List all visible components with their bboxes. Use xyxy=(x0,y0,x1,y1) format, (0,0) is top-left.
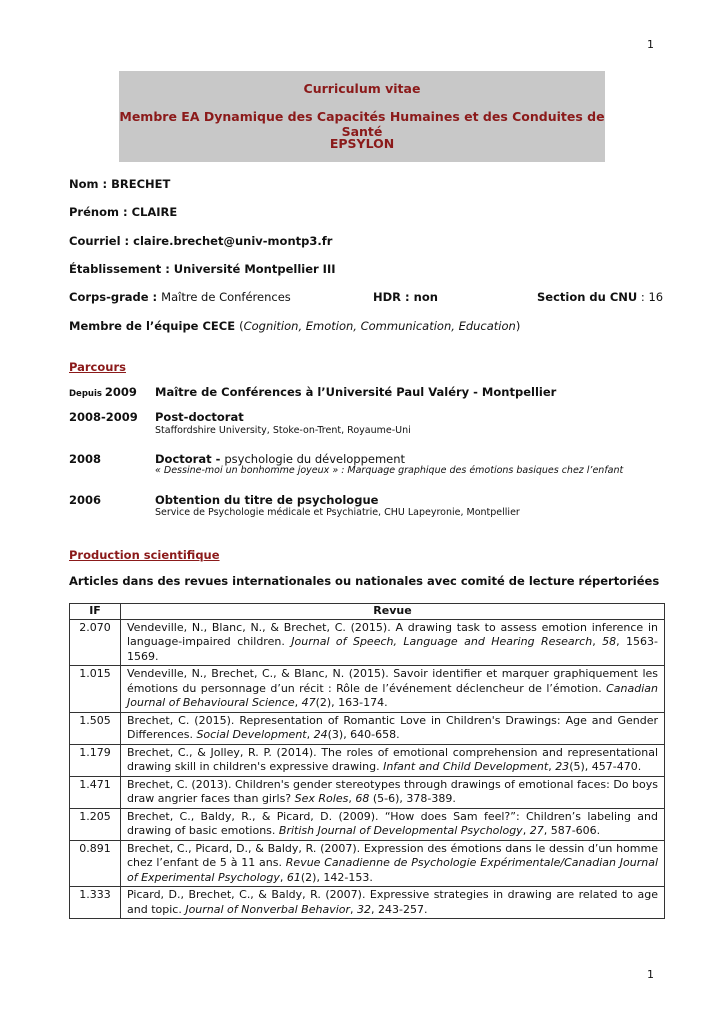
parcours-sub-3: « Dessine-moi un bonhomme joyeux » : Marquage graphique des émotions basiques chez l’enfant xyxy=(155,465,624,476)
prenom-label: Prénom : xyxy=(69,205,132,219)
etablissement-label: Établissement : xyxy=(69,262,174,276)
cv-header-box xyxy=(119,71,605,162)
article-authors-title: Brechet, C., Baldy, R., & Picard, D. (2009). “How does Sam feel?”: Children’s labeling and drawing of basic emotions. xyxy=(127,809,658,837)
article-volume: 24 xyxy=(313,728,328,741)
cnu-value: : 16 xyxy=(637,290,664,304)
table-row xyxy=(70,744,665,776)
table-row xyxy=(70,776,665,808)
article-pages: , 587-606. xyxy=(543,824,601,837)
impact-factor: 1.205 xyxy=(70,808,121,840)
parcours-date-1 xyxy=(69,385,137,399)
table-row xyxy=(70,619,665,666)
table-row xyxy=(70,712,665,744)
article-separator: , xyxy=(348,792,356,805)
parcours-date-3: 2008 xyxy=(69,452,102,466)
article-volume: 58 xyxy=(602,635,617,648)
parcours-title-3-bold: Doctorat - xyxy=(155,452,225,466)
parcours-title-2: Post-doctorat xyxy=(155,410,244,424)
article-reference xyxy=(121,887,665,919)
article-authors-title: Brechet, C. (2015). Representation of Romantic Love in Children's Drawings: Age and Gender Differences. xyxy=(127,713,658,741)
nom-label: Nom : xyxy=(69,177,112,191)
equipe-paren-open: ( xyxy=(239,319,244,333)
article-separator: , xyxy=(592,635,603,648)
parcours-title-4: Obtention du titre de psychologue xyxy=(155,493,379,507)
impact-factor: 1.015 xyxy=(70,666,121,713)
parcours-depuis: Depuis xyxy=(69,389,105,399)
parcours-date-2: 2008-2009 xyxy=(69,410,138,424)
page-number-top: 1 xyxy=(647,38,654,51)
article-authors-title: Brechet, C., & Jolley, R. P. (2014). The roles of emotional comprehension and representational drawing skill in children's expressive drawing. xyxy=(127,745,658,773)
article-journal: Infant and Child Development xyxy=(383,760,549,773)
nom-field xyxy=(69,177,170,191)
impact-factor: 1.333 xyxy=(70,887,121,919)
parcours-date-4: 2006 xyxy=(69,493,102,507)
if-column-header: IF xyxy=(70,604,121,620)
cnu-field xyxy=(537,290,663,304)
impact-factor: 2.070 xyxy=(70,619,121,666)
courriel-value[interactable]: claire.brechet@univ-montp3.fr xyxy=(133,234,333,248)
impact-factor: 1.179 xyxy=(70,744,121,776)
parcours-title-3-rest: psychologie du développement xyxy=(224,452,406,466)
impact-factor: 1.471 xyxy=(70,776,121,808)
parcours-sub-4: Service de Psychologie médicale et Psychiatrie, CHU Lapeyronie, Montpellier xyxy=(155,507,520,518)
hdr-field xyxy=(373,290,438,304)
courriel-label: Courriel : xyxy=(69,234,134,248)
nom-value: BRECHET xyxy=(111,177,171,191)
article-volume: 68 xyxy=(355,792,370,805)
article-pages: (5), 457-470. xyxy=(569,760,642,773)
article-volume: 32 xyxy=(357,902,372,916)
article-separator: , xyxy=(548,760,556,773)
article-pages: (3), 640-658. xyxy=(327,728,400,741)
etablissement-field xyxy=(69,262,336,276)
cv-lab-line: Membre EA Dynamique des Capacités Humaines et des Conduites de Santé xyxy=(119,109,605,139)
table-row xyxy=(70,808,665,840)
prenom-field xyxy=(69,205,177,219)
article-journal: Journal of Speech, Language and Hearing Research xyxy=(291,635,593,648)
article-volume: 23 xyxy=(555,760,570,773)
article-volume: 27 xyxy=(529,824,544,837)
article-reference xyxy=(121,840,665,887)
table-row xyxy=(70,666,665,713)
article-journal: Revue Canadienne de Psychologie Expérimentale/Canadian Journal of Experimental Psychology xyxy=(127,856,658,884)
parcours-heading: Parcours xyxy=(69,360,126,374)
article-journal: Canadian Journal of Behavioural Science xyxy=(127,681,658,709)
parcours-title-3 xyxy=(155,452,405,466)
article-reference xyxy=(121,666,665,713)
article-volume: 47 xyxy=(301,696,316,709)
article-separator: , xyxy=(306,728,314,741)
article-journal: Journal of Nonverbal Behavior xyxy=(185,902,351,916)
equipe-field xyxy=(69,319,520,333)
parcours-title-1: Maître de Conférences à l’Université Paul Valéry - Montpellier xyxy=(155,385,557,399)
prenom-value: CLAIRE xyxy=(131,205,178,219)
articles-heading: Articles dans des revues internationales ou nationales avec comité de lecture répertoriées xyxy=(69,574,660,588)
article-authors-title: Brechet, C. (2013). Children's gender stereotypes through drawings of emotional faces: Do boys draw angrier faces than girls? xyxy=(127,777,658,805)
article-journal: British Journal of Developmental Psychology xyxy=(278,824,523,837)
article-reference xyxy=(121,619,665,666)
article-authors-title: Vendeville, N., Blanc, N., & Brechet, C. (2015). A drawing task to assess emotion inference in language-impaired children. xyxy=(127,620,658,648)
article-journal: Sex Roles xyxy=(294,792,349,805)
equipe-label: Membre de l’équipe CECE xyxy=(69,319,240,333)
article-separator: , xyxy=(279,870,287,884)
corps-grade-field xyxy=(69,290,291,304)
equipe-paren-close: ) xyxy=(515,319,521,333)
corps-grade-label: Corps-grade : xyxy=(69,290,162,304)
article-pages: (2), 163-174. xyxy=(315,696,388,709)
article-reference xyxy=(121,776,665,808)
articles-table xyxy=(69,603,665,919)
parcours-sub-2: Staffordshire University, Stoke-on-Trent, Royaume-Uni xyxy=(155,425,411,436)
article-authors-title: Picard, D., Brechet, C., & Baldy, R. (2007). Expressive strategies in drawing are related to age and topic. xyxy=(127,888,658,916)
article-authors-title: Brechet, C., Picard, D., & Baldy, R. (2007). Expression des émotions dans le dessin d’un homme chez l’enfant de 5 à 11 ans. xyxy=(127,841,658,869)
revue-column-header: Revue xyxy=(121,604,665,620)
article-separator: , xyxy=(522,824,530,837)
equipe-value: Cognition, Emotion, Communication, Education xyxy=(243,319,516,333)
article-reference xyxy=(121,808,665,840)
article-reference xyxy=(121,712,665,744)
article-pages: , 243-257. xyxy=(371,902,428,916)
impact-factor: 0.891 xyxy=(70,840,121,887)
cv-title: Curriculum vitae xyxy=(303,81,421,96)
corps-grade-value: Maître de Conférences xyxy=(161,290,291,304)
article-pages: , 1563-1569. xyxy=(127,635,659,663)
page-number-bottom: 1 xyxy=(647,968,654,981)
article-authors-title: Vendeville, N., Brechet, C., & Blanc, N. (2015). Savoir identifier et marquer graphiquement les émotions du personnage d’un récit : Rôle de l’événement déclencheur de l’émotion. xyxy=(127,667,658,695)
courriel-field xyxy=(69,234,332,248)
article-separator: , xyxy=(294,696,302,709)
article-volume: 61 xyxy=(286,870,301,884)
table-row xyxy=(70,840,665,887)
article-pages: (5-6), 378-389. xyxy=(369,792,456,805)
hdr-label: HDR : xyxy=(373,290,414,304)
etablissement-value: Université Montpellier III xyxy=(173,262,336,276)
cnu-label: Section du CNU xyxy=(537,290,638,304)
article-reference xyxy=(121,744,665,776)
articles-table-header xyxy=(70,604,665,620)
impact-factor: 1.505 xyxy=(70,712,121,744)
hdr-value: non xyxy=(413,290,438,304)
production-heading: Production scientifique xyxy=(69,548,220,562)
parcours-date-1-value: 2009 xyxy=(104,385,137,399)
cv-team-line: EPSYLON xyxy=(329,136,395,151)
article-journal: Social Development xyxy=(196,728,307,741)
table-row xyxy=(70,887,665,919)
article-pages: (2), 142-153. xyxy=(300,870,373,884)
article-separator: , xyxy=(350,902,358,916)
